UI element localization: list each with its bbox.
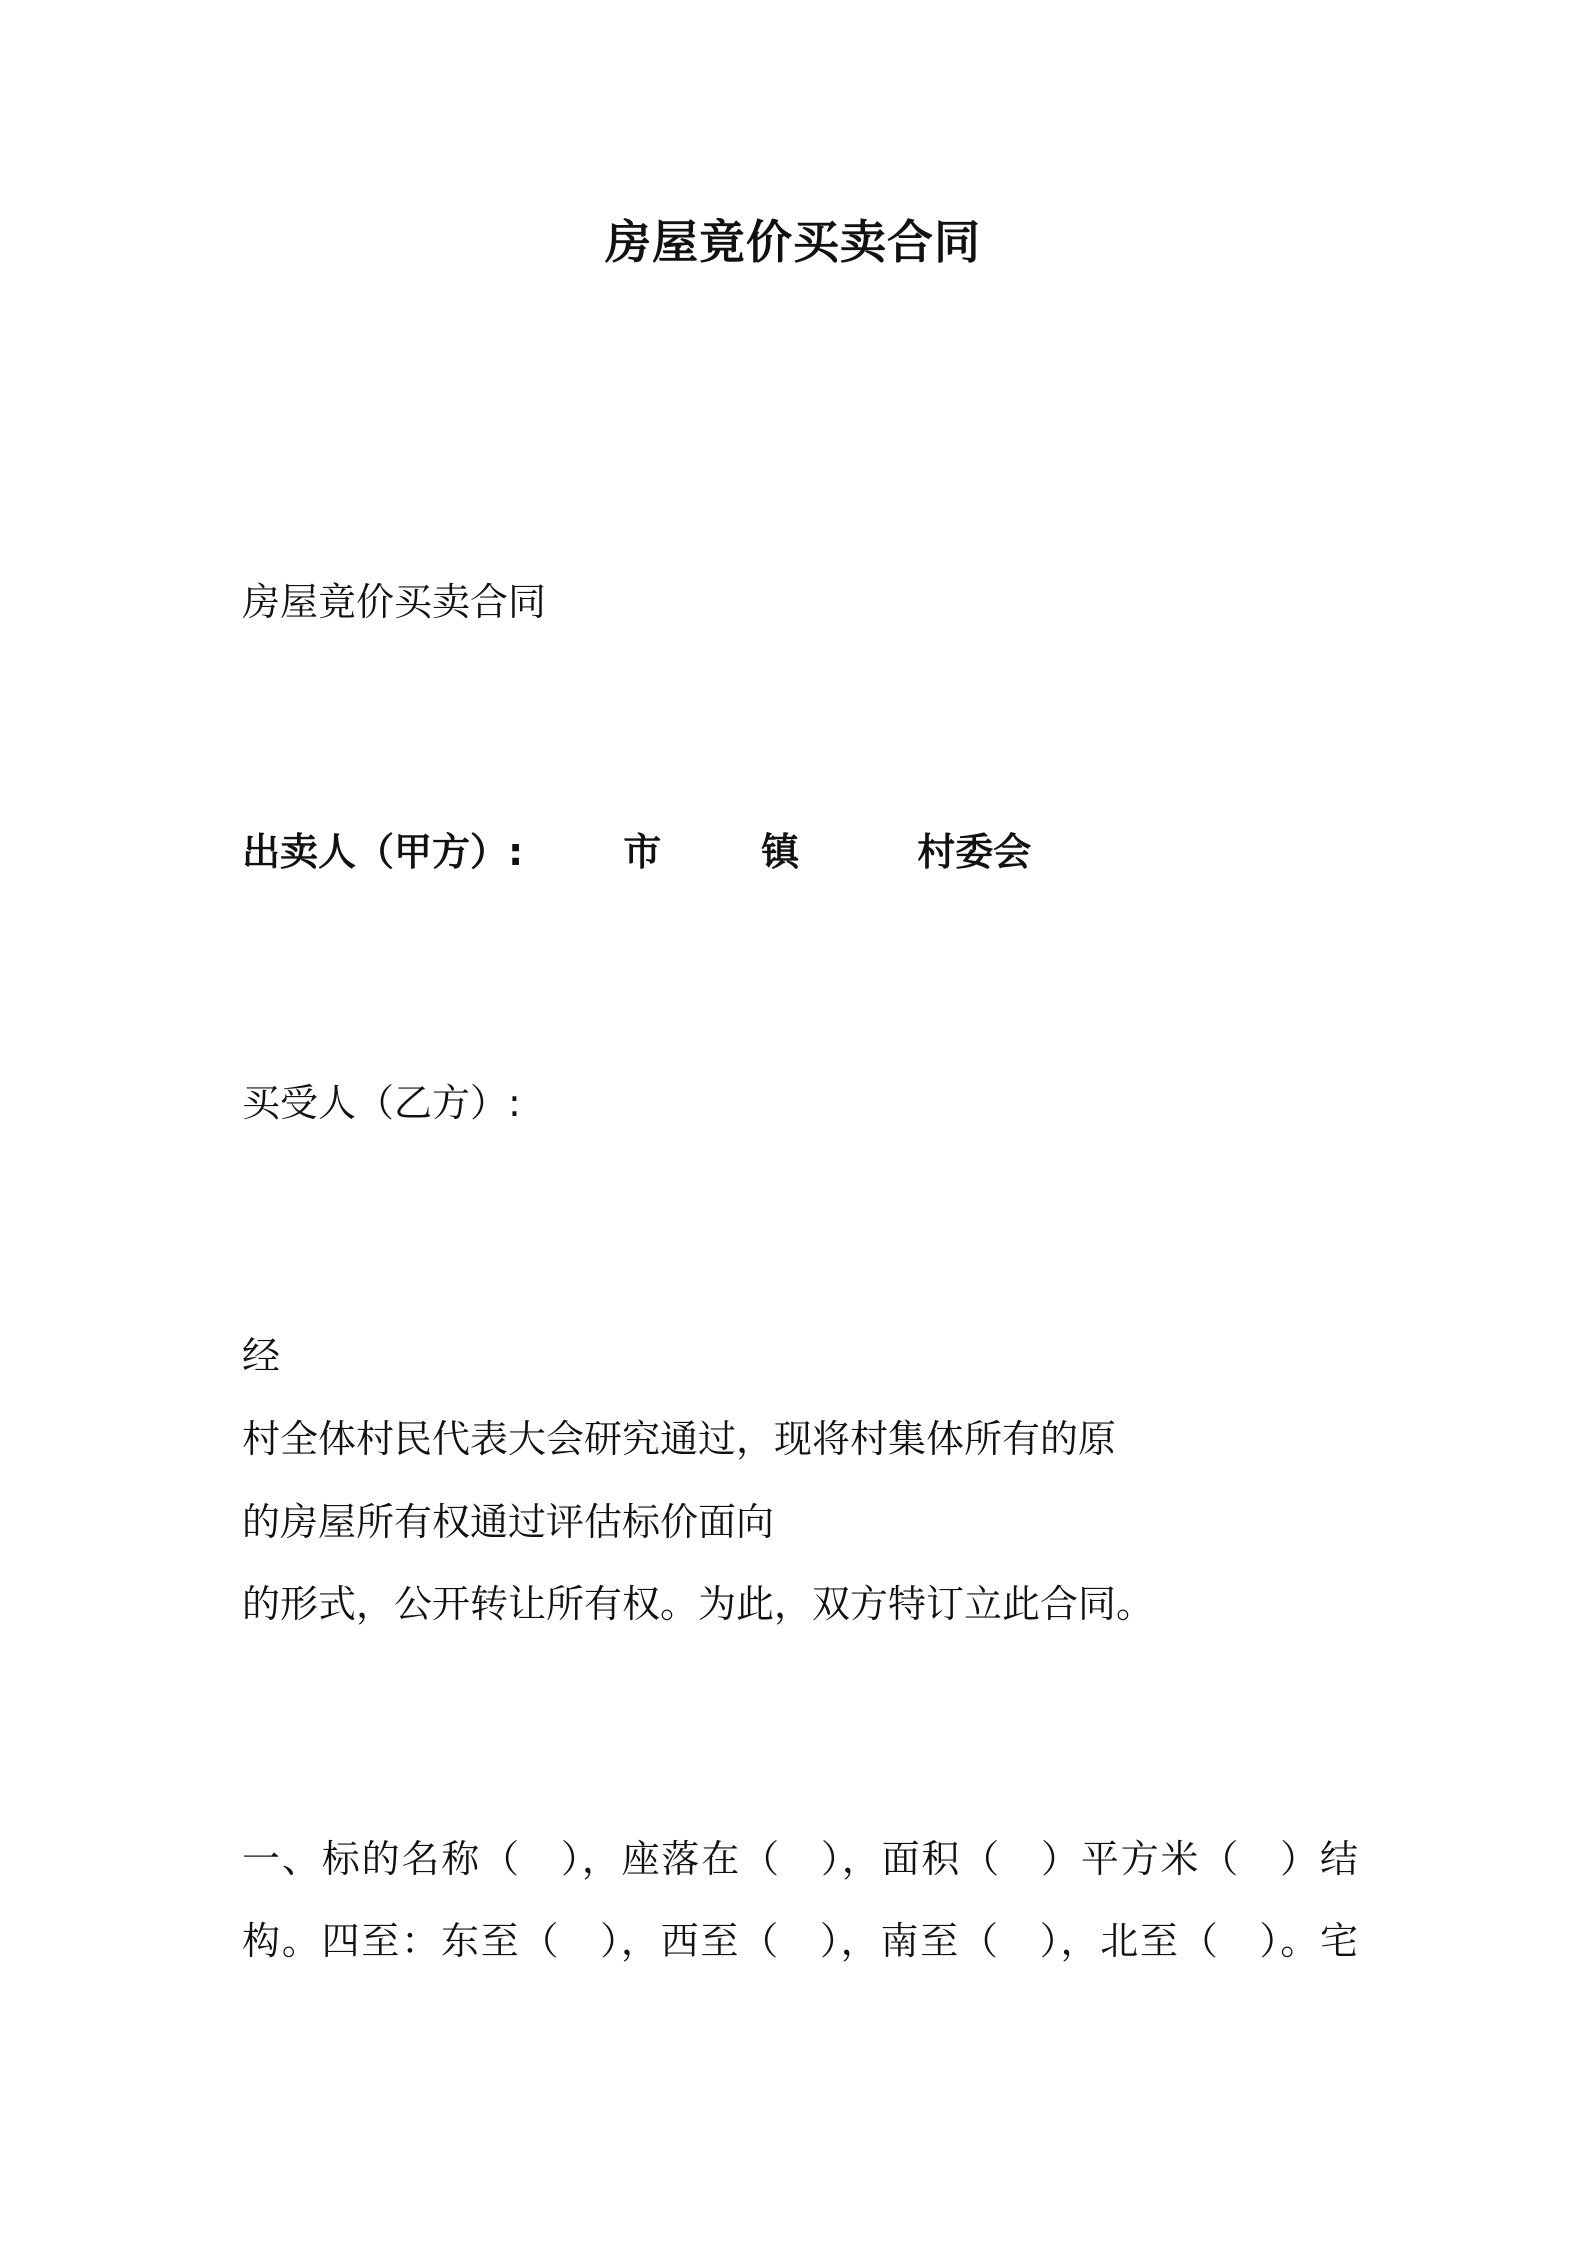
seller-town: 镇 (761, 830, 800, 874)
seller-city: 市 (623, 830, 662, 874)
buyer-label: 买受人（乙方）: (242, 1081, 521, 1125)
preamble-line-1: 经 (242, 1334, 281, 1378)
article-1-line-2: 构。四至：东至（ ），西至（ ），南至（ ），北至（ ）。宅 (242, 1919, 1358, 1963)
document-title: 房屋竟价买卖合同 (605, 215, 981, 269)
seller-line (242, 826, 1031, 878)
article-1-line-1: 一、标的名称（ ），座落在（ ），面积（ ）平方米（ ）结 (242, 1837, 1358, 1881)
seller-village: 村委会 (917, 830, 1032, 874)
buyer-line (242, 1077, 521, 1129)
preamble-line-2: 村全体村民代表大会研究通过，现将村集体所有的原 (242, 1417, 1117, 1461)
document-subtitle: 房屋竟价买卖合同 (242, 580, 547, 624)
preamble-line-3: 的房屋所有权通过评估标价面向 (242, 1500, 775, 1544)
preamble-line-4: 的形式，公开转让所有权。为此，双方特订立此合同。 (242, 1582, 1155, 1626)
seller-label: 出卖人（甲方）: (242, 830, 524, 874)
